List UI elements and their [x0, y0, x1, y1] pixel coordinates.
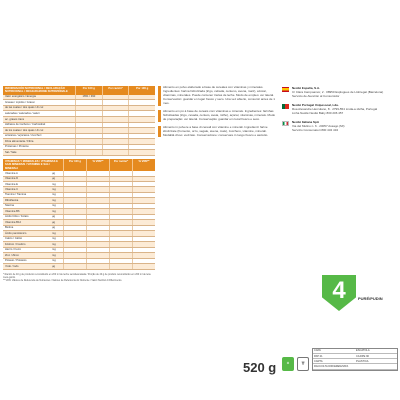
vitamin-value: [132, 215, 155, 219]
company-extra: Servicio de Atención al Consumidor: [292, 94, 340, 99]
nutrient-value: [102, 145, 129, 150]
nutrient-value: [128, 123, 155, 128]
vitamin-value: [132, 171, 155, 175]
nutrient-label: saturadas / saturados / saturi: [5, 112, 40, 116]
vitamin-value: [86, 187, 109, 191]
vitamin-label: Biotina: [5, 226, 14, 230]
nutrient-value: [128, 128, 155, 133]
vitamin-label: Potasio / Potássio: [5, 259, 27, 263]
vitamin-unit: µg: [52, 220, 56, 224]
vitamin-unit: µg: [52, 264, 56, 268]
vitamin-value: [86, 171, 109, 175]
nutrient-value: [75, 106, 102, 111]
vitamin-label: Vitamina B12: [5, 220, 21, 224]
vitamin-value: [109, 187, 132, 191]
vitamin-value: [109, 182, 132, 186]
vitamin-rows: [3, 171, 155, 269]
nutrient-label: Sal / Sale: [5, 150, 17, 154]
vitamin-value: [63, 231, 86, 235]
orange-bar: [158, 126, 161, 138]
vitamin-value: [86, 198, 109, 202]
vitamin-label: Vitamina D: [5, 177, 19, 181]
vitamin-value: [132, 264, 155, 268]
vitamins-col1: Por 100 g: [63, 159, 86, 171]
nutrient-value: [128, 95, 155, 100]
vitamins-col2: % VRN**: [86, 159, 109, 171]
vitamin-value: [132, 253, 155, 257]
nutrient-value: [102, 106, 129, 111]
nutrition-col2: Por ración*: [102, 86, 129, 95]
vitamin-value: [132, 182, 155, 186]
nutrient-value: [75, 139, 102, 144]
italy-flag-icon: [282, 121, 289, 126]
vitamins-col3: Por ración*: [109, 159, 132, 171]
vitamin-label: Calcio / Cálcio: [5, 237, 23, 241]
orange-bar: [158, 110, 161, 122]
nutrition-rows: [3, 95, 155, 156]
nutrient-label: Valor energético / Energia: [5, 95, 36, 99]
company-name: Nestlé Portugal Unipessoal, Lda.: [292, 103, 339, 108]
description-text: Alimento en polvo elaborado a base de cereales con vitaminas y minerales. Ingredientes: harina hidrolizada (trigo, cebada, centeno, avena, maíz), azúcar, vitaminas, minerales. Puede contener trazas de leche. Modo de empleo: ver lateral. Conservación: guardar en lugar fresco y seco. Una vez abierto, consumir antes de 1 mes.: [163, 85, 275, 105]
vitamin-unit: mg: [52, 188, 56, 192]
vitamin-value: [132, 231, 155, 235]
recycling-cell: PLASTICA: [356, 359, 369, 363]
recycling-table: [312, 348, 398, 371]
vitamin-unit: mg: [52, 231, 56, 235]
nutrient-label: Grasas / Lípidos / Grassi: [5, 100, 35, 104]
vitamin-value: [63, 171, 86, 175]
vitamin-unit: mg: [52, 209, 56, 213]
vitamins-col4: % VRN**: [132, 159, 155, 171]
vitamin-value: [109, 248, 132, 252]
vitamin-unit: mg: [52, 248, 56, 252]
vitamin-unit: mg: [52, 204, 56, 208]
nutrient-value: [128, 117, 155, 122]
vitamin-unit: µg: [52, 215, 56, 219]
vitamin-unit: mg: [52, 182, 56, 186]
nutrient-value: [128, 139, 155, 144]
nutrient-label: Proteínas / Proteine: [5, 145, 29, 149]
vitamin-label: Niacina: [5, 204, 14, 208]
vitamin-value: [63, 193, 86, 197]
vitamin-value: [109, 242, 132, 246]
vitamin-label: Ácido fólico / Folato: [5, 215, 29, 219]
nutrient-value: [128, 150, 155, 155]
company-address: Rua Alexandre Herculano, 8 · 2799-554 Linda-a-Velha, Portugal: [292, 107, 378, 112]
company-extra: Linha Nestlé Nestlé Baby 800 206 457: [292, 111, 344, 116]
recycling-cell: ESCATOLA: [356, 349, 370, 353]
nutrition-header: [3, 86, 155, 95]
vitamin-unit: mg: [52, 198, 56, 202]
nutrient-label: Hidratos de Carbono / Carboidrati: [5, 123, 46, 127]
vitamin-label: Hierro / Ferro: [5, 248, 21, 252]
nutrient-value: [75, 123, 102, 128]
vitamin-value: [86, 220, 109, 224]
vitamin-value: [63, 237, 86, 241]
nutrition-row: [3, 150, 155, 156]
vitamin-value: [86, 215, 109, 219]
vitamin-value: [63, 187, 86, 191]
vitamin-value: [86, 204, 109, 208]
vitamin-value: [132, 226, 155, 230]
nutrient-value: [75, 134, 102, 139]
nutrition-notes: [3, 273, 155, 282]
vitamin-label: Vitamina B6: [5, 209, 20, 213]
company-name: Nestlé España, S.A.: [292, 86, 321, 90]
vitamin-value: [132, 193, 155, 197]
vitamin-value: [86, 242, 109, 246]
vitamin-value: [109, 253, 132, 257]
net-weight: 520 g: [243, 360, 277, 375]
vitamin-unit: mg: [52, 253, 56, 257]
vitamin-value: [63, 242, 86, 246]
product-descriptions: [158, 86, 276, 141]
vitamin-value: [132, 198, 155, 202]
vitamin-value: [109, 198, 132, 202]
nutrient-value: [102, 150, 129, 155]
vitamin-value: [109, 177, 132, 181]
description-text: Alimento in polvere a base di cereali con vitamine e minerali. Ingredienti: farine idrolizzate (frumento, orzo, segale, avena, mais), zucchero, vitamine, minerali. Modalità d'uso: vedi lato. Conservazione: conservare in luogo fresco e asciutto.: [163, 124, 269, 137]
vitamin-label: Tiamina / Tiamina: [5, 193, 27, 197]
nutrient-value: [128, 145, 155, 150]
recycle-icon: ♻: [282, 357, 294, 371]
vitamin-value: [132, 220, 155, 224]
nutrient-value: [102, 100, 129, 105]
nutrient-value: [75, 128, 102, 133]
nutrient-value: 1651 / 390: [75, 95, 102, 100]
nutrient-value: [75, 100, 102, 105]
vitamin-label: Ácido pantoténico: [5, 231, 27, 235]
company-info: [282, 86, 398, 137]
company-address: Via del Mulino n. 6 · 20057 Assago (MI): [292, 124, 345, 129]
vitamin-unit: mg: [52, 259, 56, 263]
vitamin-value: [109, 231, 132, 235]
vitamin-value: [63, 226, 86, 230]
nutrient-label: azúcares / açúcares / zuccheri: [5, 134, 42, 138]
vitamin-value: [86, 264, 109, 268]
company-es: [282, 86, 398, 98]
nutrient-value: [128, 100, 155, 105]
nutrient-value: [102, 134, 129, 139]
vitamin-value: [109, 220, 132, 224]
vitamin-value: [86, 193, 109, 197]
nutrient-value: [128, 111, 155, 116]
company-pt: [282, 103, 398, 115]
nutrient-label: de las cuales / dos quais / di cui:: [5, 106, 44, 110]
nutrition-note: ** VRN: Valores de Referencia de Nutrientes / Valores de Referência do Nutriente / Valori Nutritivi di Riferimento.: [3, 278, 123, 282]
company-extra: Servizio Consumatori 800 434 434: [292, 128, 339, 133]
vitamin-value: [86, 209, 109, 213]
vitamin-value: [86, 231, 109, 235]
vitamin-label: Riboflavina: [5, 198, 19, 202]
spain-flag-icon: [282, 87, 289, 92]
vitamin-value: [63, 264, 86, 268]
vitamin-label: Vitamina E: [5, 182, 18, 186]
vitamin-value: [63, 253, 86, 257]
description-pt: [158, 110, 276, 122]
vitamin-value: [86, 226, 109, 230]
nutrient-value: [75, 145, 102, 150]
vitamin-value: [109, 237, 132, 241]
vitamin-value: [109, 209, 132, 213]
vitamin-value: [86, 259, 109, 263]
vitamin-value: [63, 248, 86, 252]
vitamin-value: [86, 182, 109, 186]
vitamin-value: [109, 264, 132, 268]
vitamin-value: [109, 259, 132, 263]
vitamin-value: [132, 177, 155, 181]
vitamin-value: [63, 220, 86, 224]
vitamin-value: [132, 209, 155, 213]
nutrient-value: [102, 111, 129, 116]
vitamin-value: [63, 215, 86, 219]
nutrition-header-label: INFORMACIÓN NUTRICIONAL / DECLARAÇÃO NUTRICIONAL / DICHIARAZIONE NUTRIZIONALE: [5, 87, 68, 94]
recycling-cell: RACCOLTA DIFFERENZIATA: [314, 364, 349, 368]
description-es: [158, 86, 276, 106]
stage-label: PURÉ/PUDIN: [358, 296, 383, 301]
nutrient-value: [102, 139, 129, 144]
vitamin-value: [132, 237, 155, 241]
vitamin-value: [132, 187, 155, 191]
vitamins-header-label: VITAMINAS Y MINERALES / VITAMINAS E SAIS MINERAIS / VITAMINE E SALI MINERALI: [5, 159, 58, 170]
vitamin-value: [109, 171, 132, 175]
nutrient-value: [75, 111, 102, 116]
vitamin-value: [63, 204, 86, 208]
vitamin-value: [109, 204, 132, 208]
nutrition-col3: Por 100 g: [128, 86, 155, 95]
vitamin-value: [63, 259, 86, 263]
nutrient-label: de los cuales / dos quais / di cui:: [5, 128, 44, 132]
company-name: Nestlé Italiana SpA: [292, 120, 320, 125]
nutrient-value: [102, 95, 129, 100]
vitamin-label: Zinc / Zinco: [5, 253, 19, 257]
vitamin-value: [86, 248, 109, 252]
vitamin-value: [132, 204, 155, 208]
nutrient-value: [128, 106, 155, 111]
vitamin-value: [63, 209, 86, 213]
nutrition-table: [3, 86, 155, 282]
vitamin-value: [86, 177, 109, 181]
company-address: C/ Clara Campoamor, 2 · 08950 Esplugues de Llobregat (Barcelona): [292, 90, 384, 95]
vitamin-value: [132, 259, 155, 263]
vitamin-value: [109, 215, 132, 219]
vitamin-value: [109, 226, 132, 230]
nutrient-value: [102, 123, 129, 128]
recycle-symbols: [282, 357, 309, 371]
stage-badge: [322, 275, 356, 315]
nutrient-value: [102, 117, 129, 122]
nutrient-value: [102, 128, 129, 133]
nutrition-note: * Ración de 40 g de producto reconstituido en 200 ml de leche semidesnatada / Porção de 40 g de produto reconstituído em 200 ml de leite meio-gordo.: [3, 272, 151, 279]
vitamin-label: Vitamina A: [5, 171, 18, 175]
stage-number: 4: [332, 277, 346, 304]
vitamin-value: [86, 253, 109, 257]
orange-bar: [158, 86, 161, 106]
nutrient-value: [128, 134, 155, 139]
nutrient-value: [75, 117, 102, 122]
recycling-cell: CARTA: [314, 359, 323, 363]
vitamin-unit: mg: [52, 242, 56, 246]
vitamin-unit: mg: [52, 193, 56, 197]
vitamin-unit: µg: [52, 171, 56, 175]
vitamins-header: [3, 159, 155, 171]
vitamin-unit: mg: [52, 237, 56, 241]
vitamin-value: [63, 198, 86, 202]
recycling-cell: C/LDPE 90: [356, 354, 369, 358]
vitamin-value: [132, 248, 155, 252]
vitamin-label: Vitamina C: [5, 188, 19, 192]
nutrient-label: ac. grasos trans: [5, 117, 25, 121]
vitamin-value: [63, 182, 86, 186]
company-it: [282, 120, 398, 132]
recycling-cell: PAP 21: [314, 354, 323, 358]
vitamin-value: [63, 177, 86, 181]
portugal-flag-icon: [282, 104, 289, 109]
vitamin-value: [132, 242, 155, 246]
vitamin-value: [86, 237, 109, 241]
recycling-row: [313, 364, 397, 369]
description-it: [158, 126, 276, 138]
vitamin-unit: µg: [52, 177, 56, 181]
nutrition-col1: Por 100 g: [75, 86, 102, 95]
recycling-cell: [355, 364, 397, 368]
nutrient-value: [75, 150, 102, 155]
vitamin-unit: µg: [52, 226, 56, 230]
nutrient-label: Fibra alimentaria / Fibra: [5, 139, 34, 143]
vitamin-label: Yodo / Iodo: [5, 264, 19, 268]
vitamin-label: Fósforo / Fosforo: [5, 242, 26, 246]
vitamin-row: [3, 264, 155, 269]
bin-icon: 🗑: [297, 357, 309, 371]
recycling-cell: CAPA: [314, 349, 321, 353]
vitamin-value: [109, 193, 132, 197]
description-text: Alimento em pó à base de cereais com vitaminas e minerais. Ingredientes: farinhas hidrolisadas (trigo, cevada, centeio, aveia, milho), açúcar, vitaminas, minerais. Modo de preparação: ver lateral. Conservação: guardar em local fresco e seco.: [163, 108, 276, 121]
